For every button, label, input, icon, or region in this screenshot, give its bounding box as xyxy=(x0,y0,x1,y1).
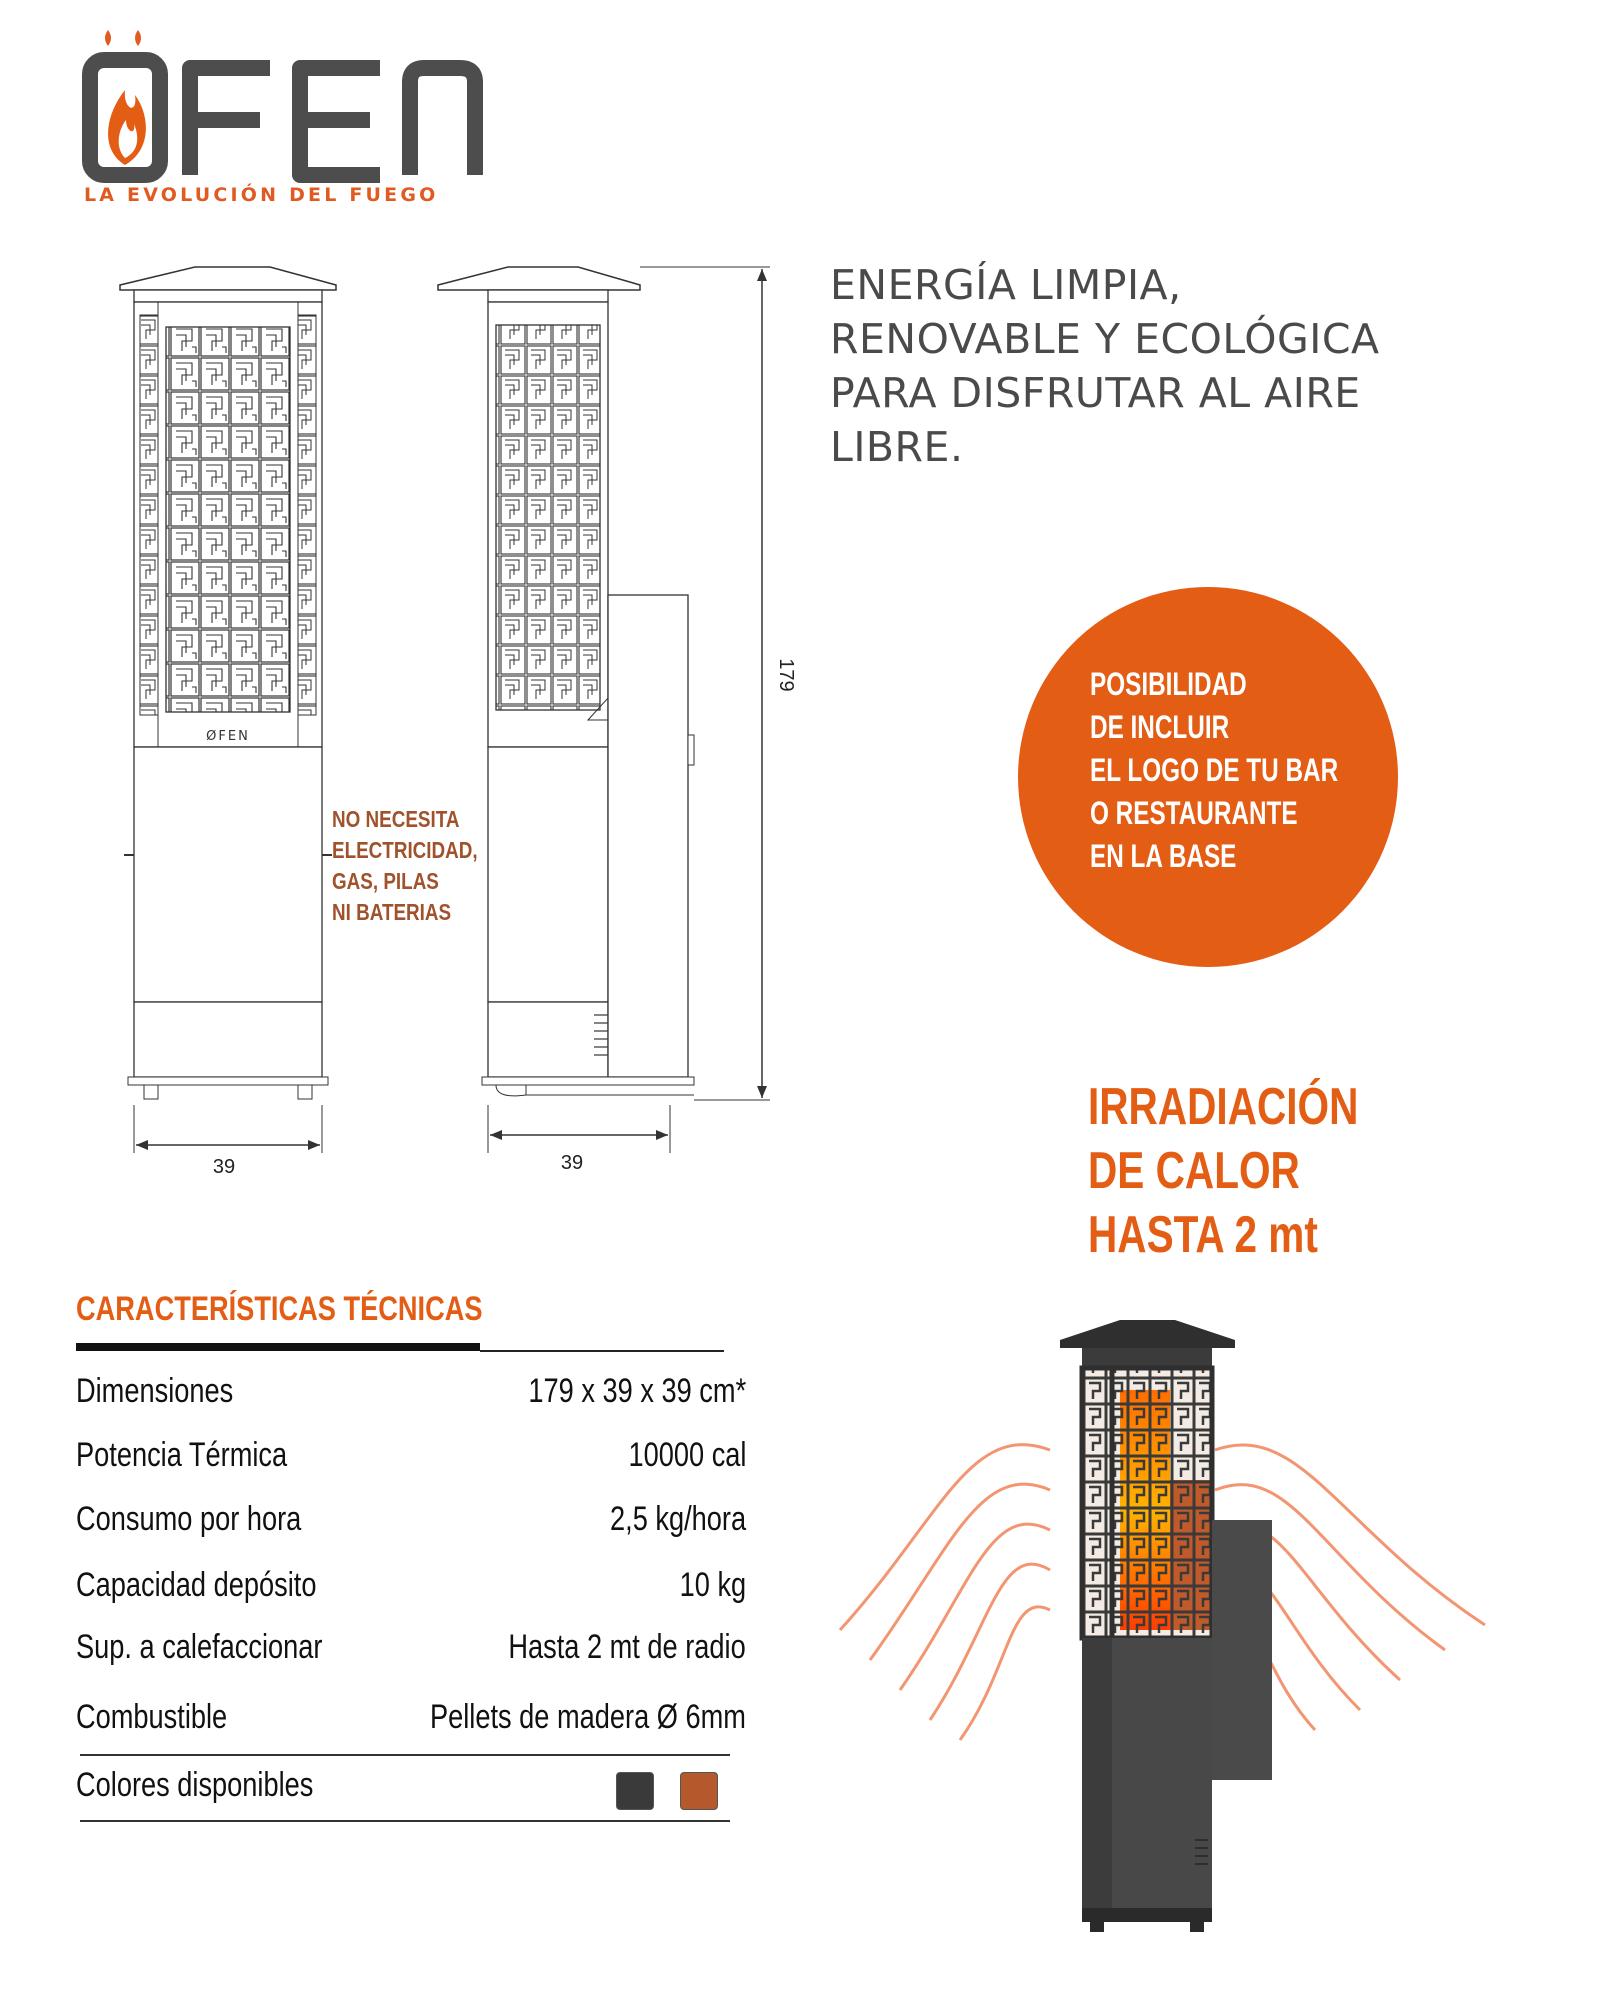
spec-label: Sup. a calefaccionar xyxy=(76,1628,323,1666)
specs-title-underline xyxy=(76,1343,480,1351)
specs-title-rule xyxy=(480,1350,724,1352)
spec-row-divider xyxy=(80,1754,730,1756)
front-width-label: 39 xyxy=(212,1156,236,1178)
spec-value: 10 kg xyxy=(679,1566,746,1604)
headline-line: PARA DISFRUTAR AL AIRE xyxy=(830,369,1361,417)
product-image xyxy=(820,1300,1520,1950)
notice-line: ELECTRICIDAD, xyxy=(332,837,478,863)
tagline: LA EVOLUCIÓN DEL FUEGO xyxy=(84,184,439,206)
irradiation-line: HASTA 2 mt xyxy=(1088,1206,1318,1264)
umlaut-right xyxy=(135,30,141,46)
promo-line: DE INCLUIR xyxy=(1090,709,1230,745)
promo-line: POSIBILIDAD xyxy=(1090,666,1247,702)
headline-line: ENERGÍA LIMPIA, xyxy=(830,261,1182,309)
spec-value: 179 x 39 x 39 cm* xyxy=(528,1372,746,1410)
spec-row-consumo xyxy=(76,1500,746,1550)
technical-drawings xyxy=(110,255,810,1185)
base-logo-label: ØFEN xyxy=(206,729,250,744)
spec-value: Pellets de madera Ø 6mm xyxy=(430,1698,746,1736)
spec-value: 2,5 kg/hora xyxy=(609,1500,746,1538)
spec-row-combustible xyxy=(76,1698,746,1748)
spec-label: Consumo por hora xyxy=(76,1500,302,1538)
spec-label: Potencia Térmica xyxy=(76,1436,288,1474)
notice-line: GAS, PILAS xyxy=(332,868,439,894)
letter-f xyxy=(190,68,270,175)
umlaut-left xyxy=(105,30,111,46)
letter-n xyxy=(410,68,475,175)
spec-row-divider xyxy=(80,1820,730,1822)
spec-value: Hasta 2 mt de radio xyxy=(508,1628,746,1666)
color-swatch-dark xyxy=(616,1772,654,1810)
spec-row-potencia xyxy=(76,1436,746,1486)
notice-line: NO NECESITA xyxy=(332,806,460,832)
irradiation-line: IRRADIACIÓN xyxy=(1088,1078,1359,1136)
side-width-label: 39 xyxy=(560,1152,584,1174)
spec-label: Capacidad depósito xyxy=(76,1566,317,1604)
promo-line: O RESTAURANTE xyxy=(1090,795,1298,831)
headline-line: RENOVABLE Y ECOLÓGICA xyxy=(830,315,1380,363)
headline-line: LIBRE. xyxy=(830,423,964,471)
ofen-logo xyxy=(80,20,560,210)
specs-title: CARACTERÍSTICAS TÉCNICAS xyxy=(76,1290,483,1328)
promo-line: EN LA BASE xyxy=(1090,838,1237,874)
front-view xyxy=(120,267,336,1178)
spec-value: 10000 cal xyxy=(628,1436,746,1474)
headline xyxy=(830,258,1530,474)
letter-e xyxy=(300,68,380,175)
promo-line: EL LOGO DE TU BAR xyxy=(1090,752,1339,788)
promo-circle-text xyxy=(1090,663,1417,878)
side-view xyxy=(438,267,797,1174)
spec-label: Combustible xyxy=(76,1698,228,1736)
notice-line: NI BATERIAS xyxy=(332,899,452,925)
spec-row-dimensiones xyxy=(76,1372,746,1422)
spec-label: Dimensiones xyxy=(76,1372,234,1410)
irradiation-heading xyxy=(1088,1075,1435,1267)
no-electricity-notice xyxy=(332,804,512,928)
spec-label: Colores disponibles xyxy=(76,1766,314,1804)
irradiation-line: DE CALOR xyxy=(1088,1142,1300,1200)
height-label: 179 xyxy=(775,658,797,692)
spec-row-capacidad xyxy=(76,1566,746,1616)
heat-waves-left xyxy=(840,1445,1050,1740)
color-swatch-copper xyxy=(680,1772,718,1810)
spec-row-superficie xyxy=(76,1628,746,1678)
